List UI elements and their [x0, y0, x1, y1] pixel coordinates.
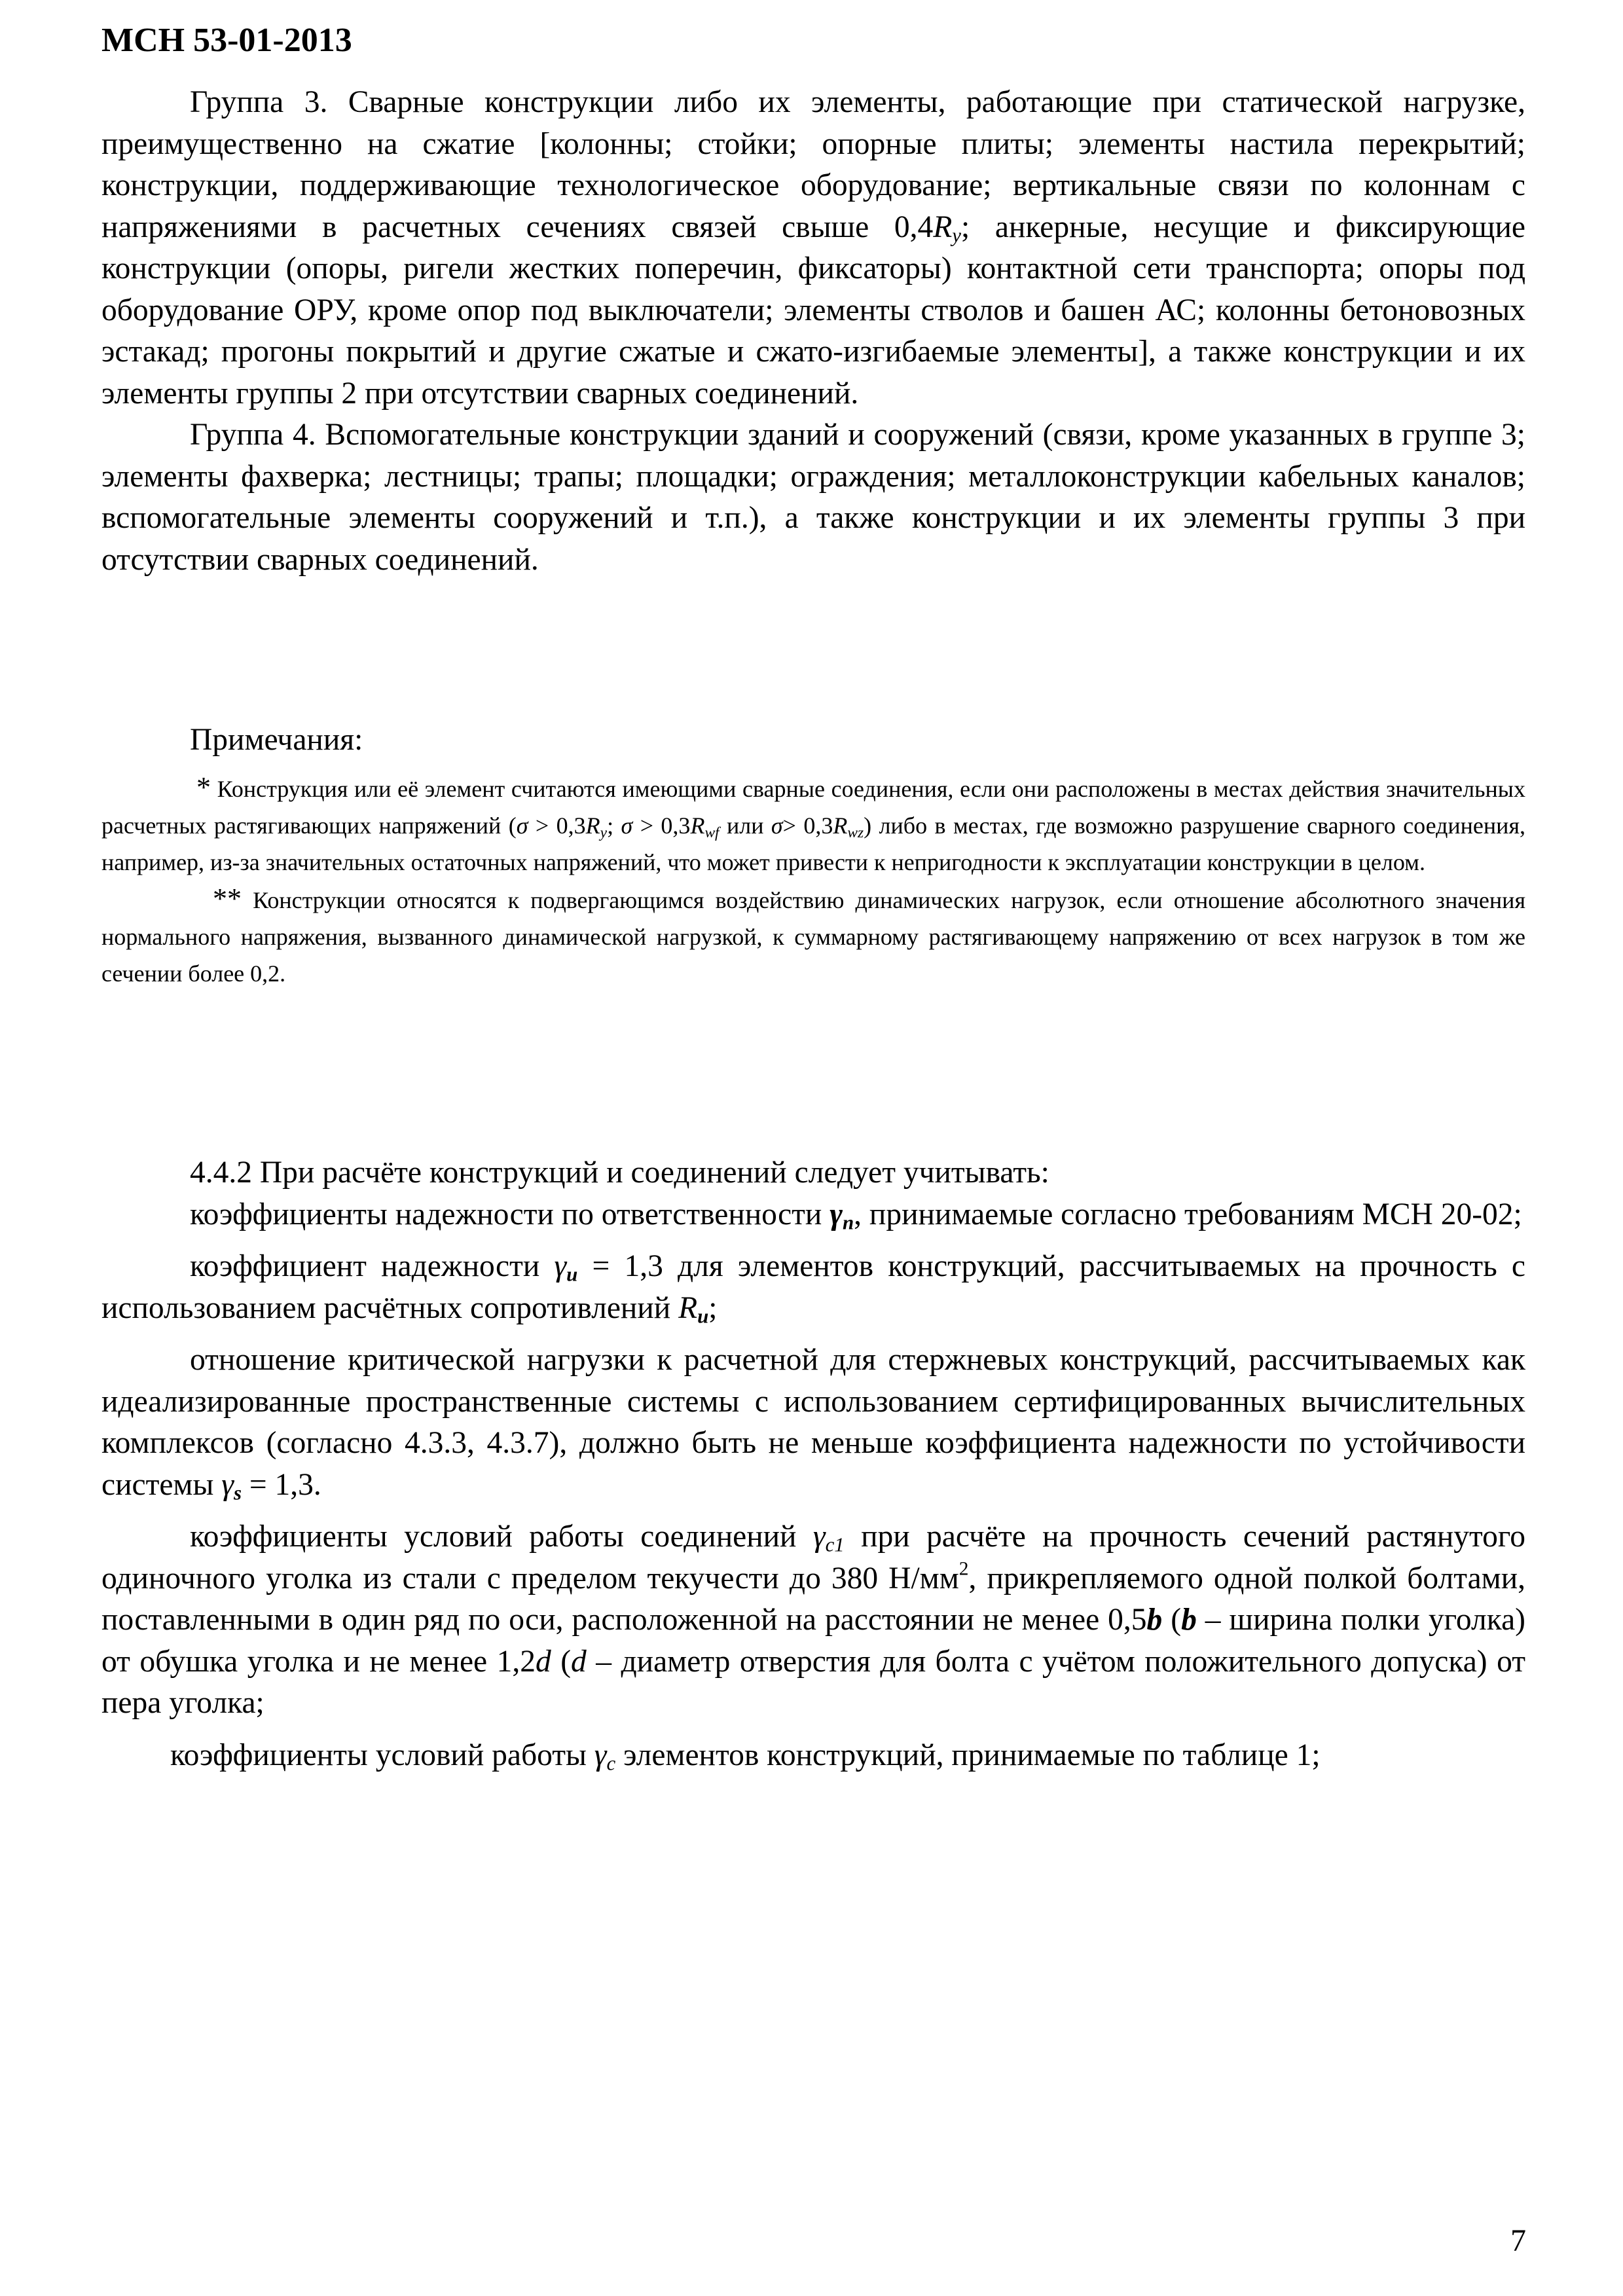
- item-gamma-n: коэффициенты надежности по ответственности $\gamma_n$, принимаемые согласно требованиям МСН 20-02;: [190, 1197, 1522, 1234]
- group-3-paragraph: Группа 3. Сварные конструкции либо их элементы, работающие при статической нагрузке, преимущественно на сжатие [колонны; стойки; опорные плиты; элементы настила перекрытий; конструкции, поддерживающие технологическое оборудование; вертикальные связи по колоннам с напряжениями в расчетных сечениях связей свыше $0,4R_y$; анкерные, несущие и фиксирующие конструкции (опоры, ригели жестких поперечин, фиксаторы) контактной сети транспорта; опоры под оборудование ОРУ, кроме опор под выключатели; элементы стволов и башен АС; колонны бетоновозных эстакад; прогоны покрытий и другие сжатые и сжато-изгибаемые элементы], а также конструкции и их элементы группы 2 при отсутствии сварных соединений.: [101, 85, 1525, 410]
- notes-block: [101, 769, 1525, 992]
- notes-title: Примечания:: [190, 723, 363, 757]
- item-gamma-u: коэффициент надежности $\gamma_u = 1,3$ для элементов конструкций, рассчитываемых на прочность с использованием расчётных сопротивлений $R_u$;: [101, 1249, 1526, 1328]
- item-gamma-c1: коэффициенты условий работы соединений $\gamma_{c1}$ при расчёте на прочность сечений растянутого одиночного уголка из стали с пределом текучести до 380 $Н/мм^2$, прикрепляемого одной полкой болтами, поставленными в один ряд по оси, расположенной на расстоянии не менее 0,5b (b – ширина полки уголка) от обушка уголка и не менее 1,2d (d – диаметр отверстия для болта с учётом положительного допуска) от пера уголка;: [101, 1520, 1526, 1720]
- group-4-lead: Группа 4.: [190, 418, 316, 452]
- group-3-lead: Группа 3.: [190, 85, 328, 119]
- section-4-4-2: [101, 1152, 1525, 1776]
- document-code-header: МСН 53-01-2013: [101, 22, 352, 59]
- section-heading: 4.4.2 При расчёте конструкций и соединений следует учитывать:: [190, 1156, 1049, 1190]
- note-1: * Конструкция или её элемент считаются имеющими сварные соединения, если они расположены в местах действия значительных расчетных растягивающих напряжений ($\sigma > 0,3R_y$; $\sigma > 0,3R_{wf}$ или $\sigma> 0,3R_{wz}$) либо в местах, где возможно разрушение сварного соединения, например, из-за значительных остаточных напряжений, что может привести к непригодности к эксплуатации конструкции в целом.: [101, 771, 1525, 875]
- item-gamma-c: коэффициенты условий работы $\gamma_c$ элементов конструкций, принимаемые по таблице 1;: [170, 1738, 1321, 1775]
- item-gamma-s: отношение критической нагрузки к расчетной для стержневых конструкций, рассчитываемых как идеализированные пространственные системы с использованием сертифицированных вычислительных комплексов (согласно 4.3.3, 4.3.7), должно быть не меньше коэффициента надежности по устойчивости системы $\gamma_s = 1,3$.: [101, 1343, 1525, 1504]
- page-number: 7: [1510, 2223, 1526, 2258]
- note-2: ** Конструкции относятся к подвергающимся воздействию динамических нагрузок, если отношение абсолютного значения нормального напряжения, вызванного динамической нагрузкой, к суммарному растягивающему напряжению от всех нагрузок в том же сечении более 0,2.: [101, 883, 1525, 987]
- group-4-paragraph: Группа 4. Вспомогательные конструкции зданий и сооружений (связи, кроме указанных в группе 3; элементы фахверка; лестницы; трапы; площадки; ограждения; металлоконструкции кабельных каналов; вспомогательные элементы сооружений и т.п.), а также конструкции и их элементы группы 3 при отсутствии сварных соединений.: [101, 418, 1526, 577]
- groups-block: [101, 82, 1525, 581]
